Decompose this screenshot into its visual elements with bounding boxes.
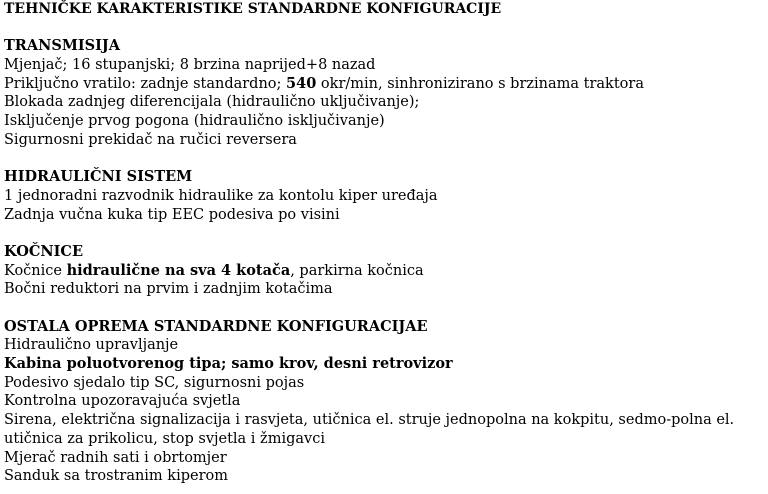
section-heading-hydraulic: HIDRAULIČNI SISTEM [4, 168, 193, 186]
document-body [4, 0, 764, 486]
hydraulic-line-1: 1 jednoradni razvodnik hidraulike za kontolu kiper uređaja [4, 187, 438, 204]
pto-speed-value: 540 [286, 74, 317, 92]
section-heading-brakes: KOČNICE [4, 242, 84, 260]
other-line-6: Mjerač radnih sati i obrtomjer [4, 449, 227, 466]
other-line-7: Sanduk sa trostranim kiperom [4, 468, 228, 485]
other-line-2: Kabina poluotvorenog tipa; samo krov, desni retrovizor [4, 355, 453, 373]
other-line-5b: utičnica za prikolicu, stop svjetla i žmigavci [4, 430, 325, 447]
transmission-line-5: Sigurnosni prekidač na ručici reversera [4, 131, 297, 148]
section-brakes [4, 243, 764, 299]
section-other-equipment [4, 318, 764, 486]
other-line-1: Hidraulično upravljanje [4, 337, 179, 354]
section-hydraulic [4, 168, 764, 224]
spacer [4, 19, 764, 38]
brakes-line-1-bold: hidraulične na sva 4 kotača [66, 261, 291, 279]
brakes-line-1-post: , parkirna kočnica [290, 262, 424, 279]
brakes-line-1-pre: Kočnice [4, 262, 67, 279]
transmission-line-3: Blokada zadnjeg diferencijala (hidraulično uključivanje); [4, 94, 420, 111]
other-line-5a: Sirena, električna signalizacija i rasvjeta, utičnica el. struje jednopolna na kokpitu, sedmo-polna el. [4, 412, 735, 429]
other-line-4: Kontrolna upozoravajuća svjetla [4, 393, 241, 410]
spacer [4, 150, 764, 169]
brakes-line-1 [4, 262, 764, 281]
section-heading-transmission: TRANSMISIJA [4, 37, 121, 55]
transmission-line-2 [4, 75, 764, 94]
spacer [4, 299, 764, 318]
transmission-line-2-post: okr/min, sinhronizirano s brzinama traktora [316, 75, 644, 92]
section-heading-other: OSTALA OPREMA STANDARDNE KONFIGURACIJAE [4, 317, 428, 335]
section-transmission [4, 37, 764, 149]
transmission-line-1: Mjenjač; 16 stupanjski; 8 brzina naprijed+8 nazad [4, 57, 376, 74]
document-title: TEHNIČKE KARAKTERISTIKE STANDARDNE KONFIGURACIJE [4, 1, 502, 17]
transmission-line-2-pre: Priključno vratilo: zadnje standardno; [4, 75, 287, 92]
other-line-3: Podesivo sjedalo tip SC, sigurnosni pojas [4, 374, 305, 391]
spacer [4, 224, 764, 243]
transmission-line-4: Isključenje prvog pogona (hidraulično isključivanje) [4, 113, 385, 130]
hydraulic-line-2: Zadnja vučna kuka tip EEC podesiva po visini [4, 206, 340, 223]
brakes-line-2: Bočni reduktori na prvim i zadnjim kotačima [4, 281, 333, 298]
